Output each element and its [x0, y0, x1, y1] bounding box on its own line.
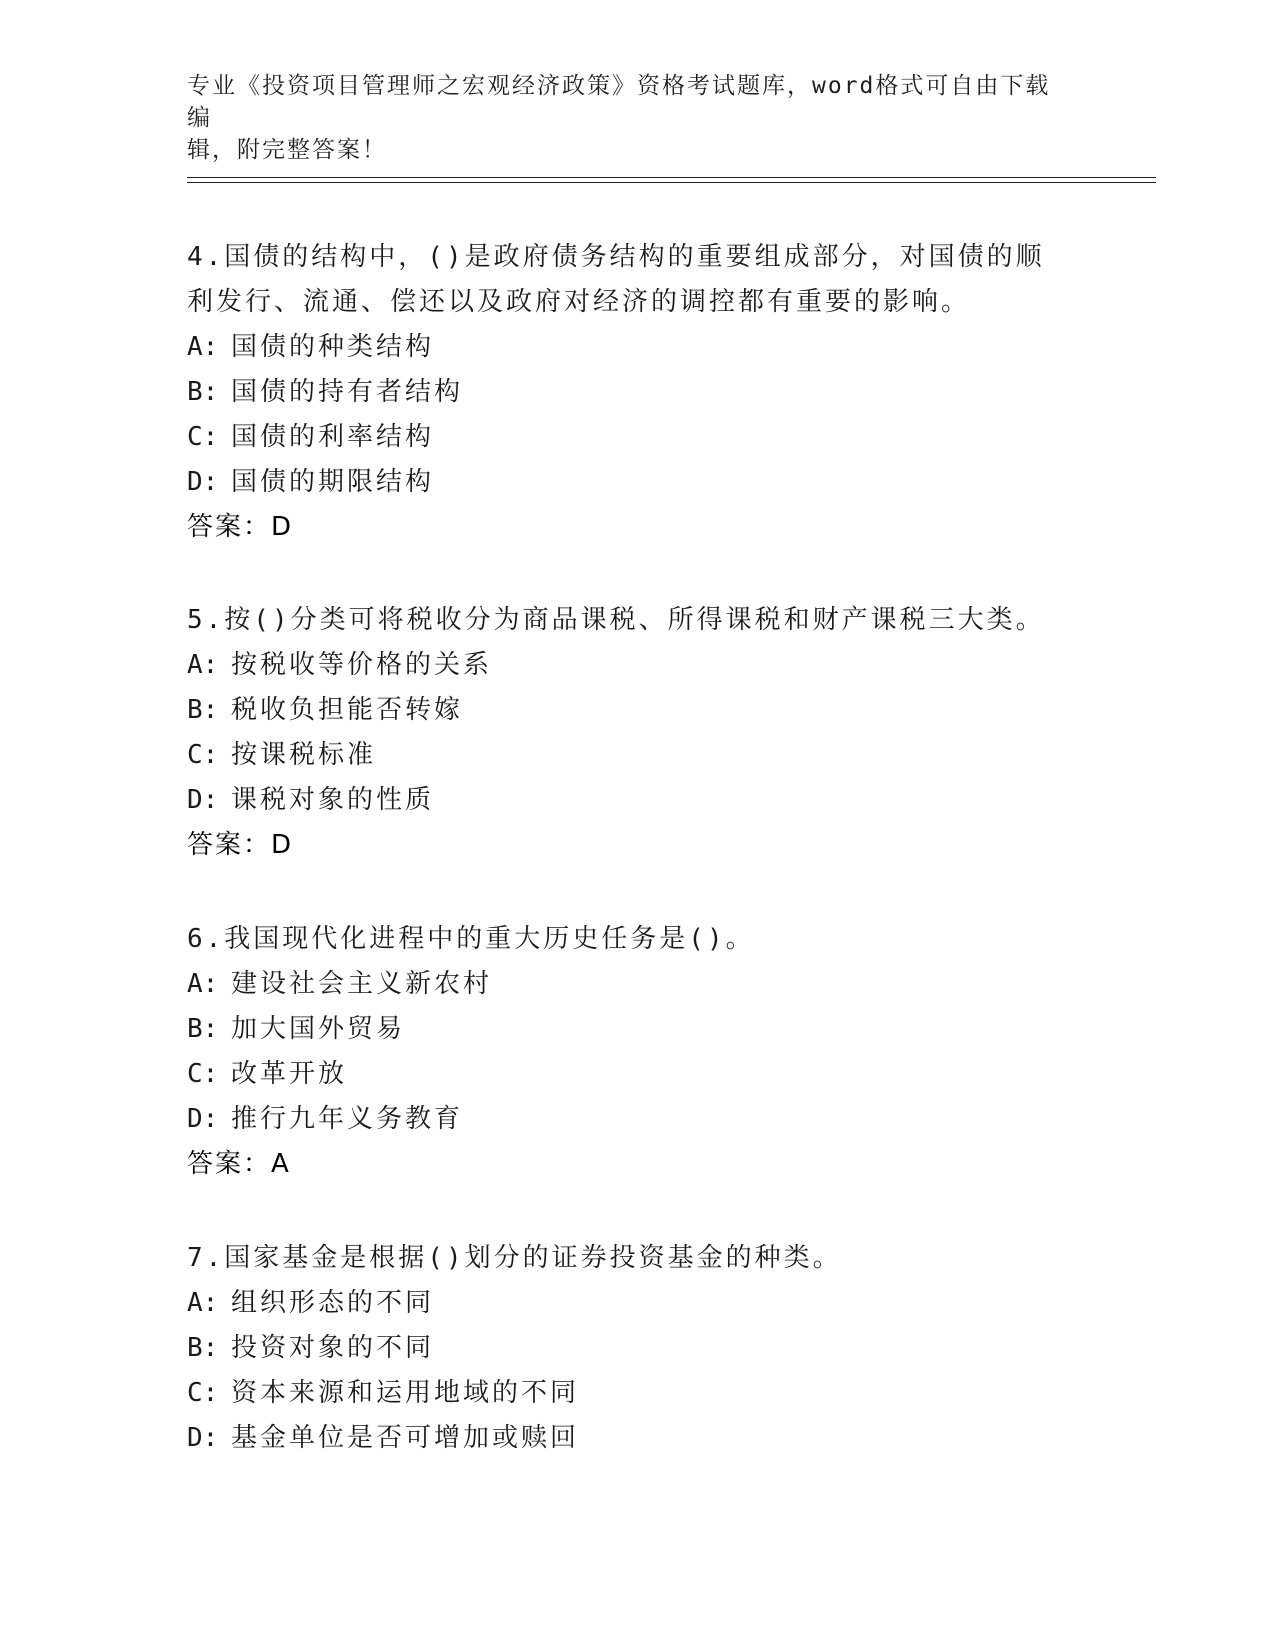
option-key: C:: [187, 1059, 219, 1089]
answer-line: 答案：A: [187, 1149, 291, 1179]
option-key: A:: [187, 969, 219, 999]
option-c: [187, 1052, 1067, 1097]
option-b: [187, 1007, 1067, 1052]
option-key: D:: [187, 467, 219, 497]
option-text: 投资对象的不同: [231, 1333, 435, 1363]
option-key: C:: [187, 1378, 219, 1408]
option-b: [187, 370, 1067, 415]
option-text: 税收负担能否转嫁: [231, 695, 464, 725]
option-key: B:: [187, 695, 219, 725]
option-text: 按课税标准: [231, 740, 377, 770]
question-stem: 6.我国现代化进程中的重大历史任务是()。: [187, 924, 755, 954]
option-text: 按税收等价格的关系: [231, 650, 493, 680]
header-divider-bottom: [187, 182, 1156, 183]
option-a: [187, 643, 1067, 688]
option-text: 基金单位是否可增加或赎回: [231, 1423, 580, 1453]
option-d: [187, 778, 1067, 823]
question-7: [187, 1236, 1067, 1461]
option-key: D:: [187, 1104, 219, 1134]
option-key: B:: [187, 1333, 219, 1363]
question-stem: 7.国家基金是根据()划分的证券投资基金的种类。: [187, 1243, 842, 1273]
option-key: A:: [187, 332, 219, 362]
option-text: 国债的利率结构: [231, 422, 435, 452]
option-text: 国债的期限结构: [231, 467, 435, 497]
header-line-1: 专业《投资项目管理师之宏观经济政策》资格考试题库，word格式可自由下载编: [187, 73, 1051, 131]
answer-line: 答案：D: [187, 830, 294, 860]
question-4: [187, 235, 1067, 550]
option-key: D:: [187, 1423, 219, 1453]
option-c: [187, 733, 1067, 778]
option-text: 课税对象的性质: [231, 785, 435, 815]
option-text: 建设社会主义新农村: [231, 969, 493, 999]
option-key: B:: [187, 377, 219, 407]
option-d: [187, 460, 1067, 505]
header-line-2: 辑，附完整答案！: [187, 137, 387, 163]
option-a: [187, 1281, 1067, 1326]
answer-line: 答案：D: [187, 512, 294, 542]
option-a: [187, 325, 1067, 370]
option-key: A:: [187, 1288, 219, 1318]
option-c: [187, 415, 1067, 460]
question-stem: 4.国债的结构中，()是政府债务结构的重要组成部分，对国债的顺利发行、流通、偿还以及政府对经济的调控都有重要的影响。: [187, 242, 1045, 317]
question-5: [187, 598, 1067, 868]
option-text: 加大国外贸易: [231, 1014, 406, 1044]
question-stem: 5.按()分类可将税收分为商品课税、所得课税和财产课税三大类。: [187, 605, 1045, 635]
option-text: 国债的种类结构: [231, 332, 435, 362]
option-c: [187, 1371, 1067, 1416]
document-header: [187, 70, 1067, 166]
option-b: [187, 688, 1067, 733]
option-a: [187, 962, 1067, 1007]
option-b: [187, 1326, 1067, 1371]
option-key: C:: [187, 422, 219, 452]
option-text: 推行九年义务教育: [231, 1104, 464, 1134]
option-d: [187, 1416, 1067, 1461]
option-key: A:: [187, 650, 219, 680]
option-text: 组织形态的不同: [231, 1288, 435, 1318]
option-key: B:: [187, 1014, 219, 1044]
option-key: D:: [187, 785, 219, 815]
option-text: 改革开放: [231, 1059, 348, 1089]
option-d: [187, 1097, 1067, 1142]
header-divider-top: [187, 177, 1156, 178]
option-key: C:: [187, 740, 219, 770]
option-text: 资本来源和运用地域的不同: [231, 1378, 580, 1408]
question-6: [187, 917, 1067, 1187]
option-text: 国债的持有者结构: [231, 377, 464, 407]
